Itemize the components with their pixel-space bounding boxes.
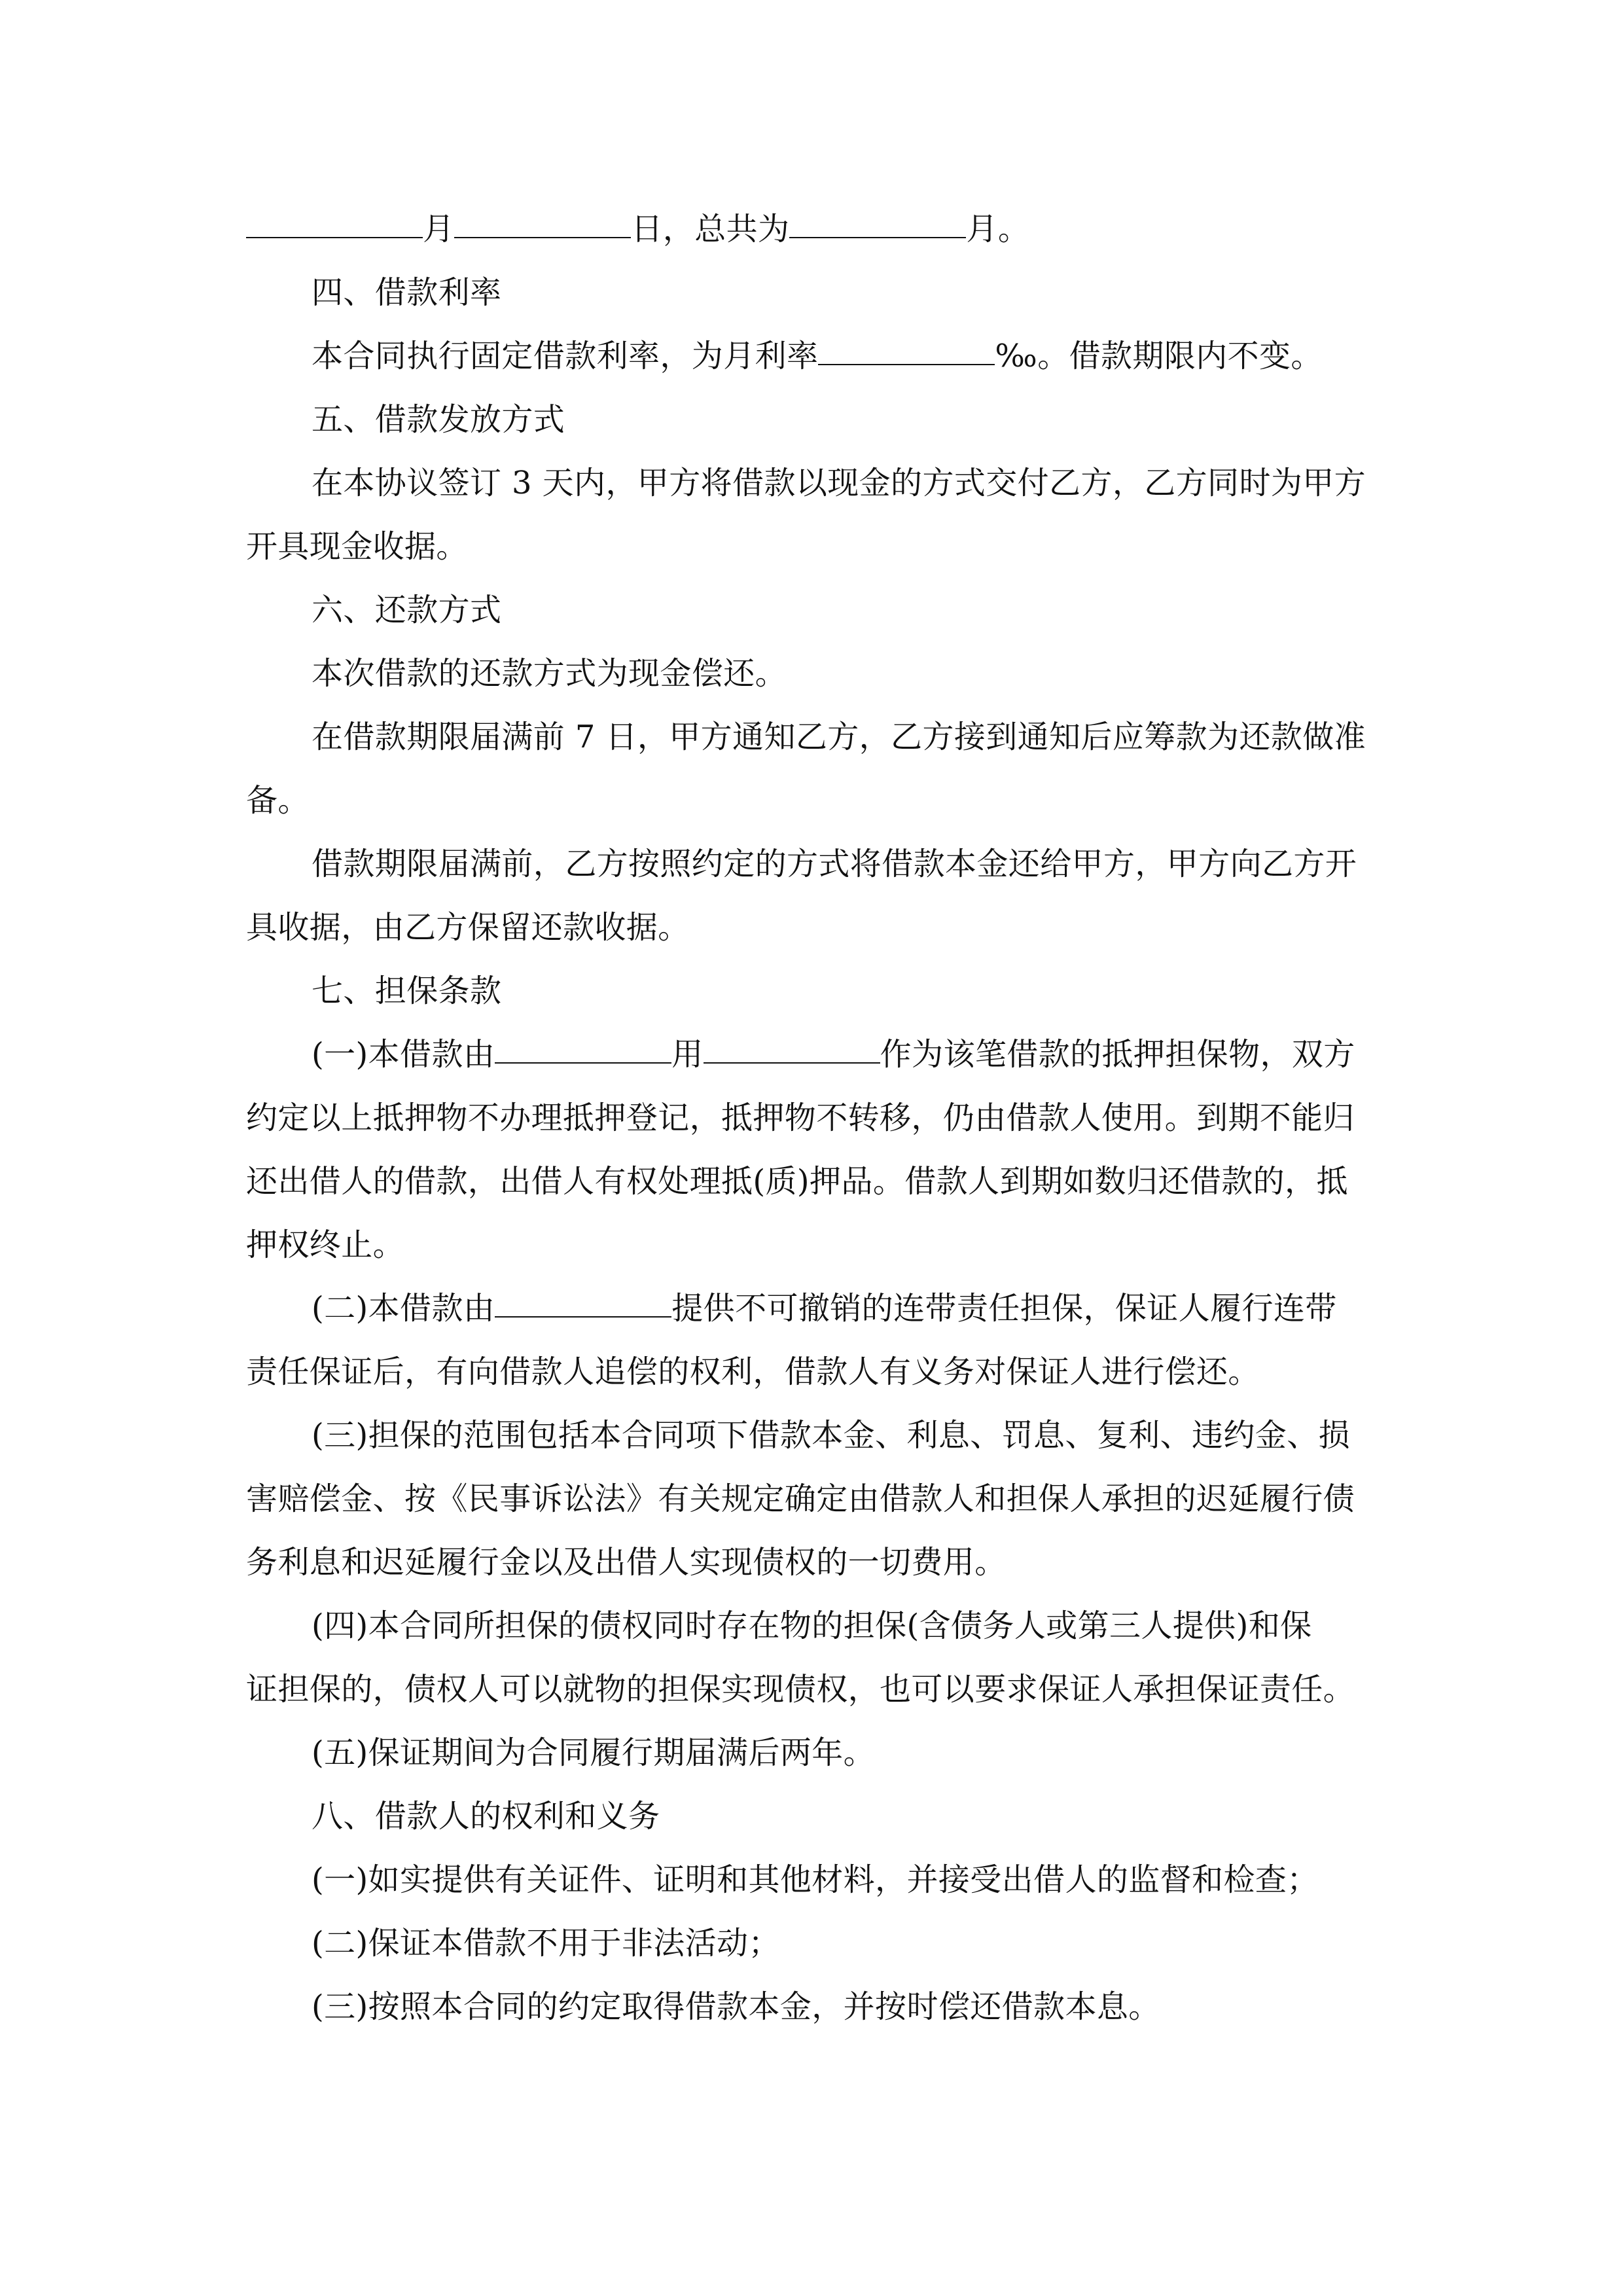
fill-blank[interactable] [495,1290,671,1318]
paragraph-text: (一)本借款由 [312,1036,495,1073]
interest-rate-line [246,325,1380,388]
paragraph-line: 约定以上抵押物不办理抵押登记，抵押物不转移，仍由借款人使用。到期不能归 [246,1100,1355,1136]
paragraph-line: 押权终止。 [246,1227,405,1263]
paragraph-line: (四)本合同所担保的债权同时存在物的担保(含债务人或第三人提供)和保 [312,1607,1312,1644]
paragraph-text: (二)本借款由 [312,1290,495,1327]
paragraph-line: 本次借款的还款方式为现金偿还。 [312,655,787,692]
fill-blank[interactable] [818,338,995,365]
document-body [246,198,1380,2039]
paragraph-text: ‰。借款期限内不变。 [995,338,1323,374]
section-heading: 五、借款发放方式 [312,401,565,438]
paragraph-line: 务利息和迟延履行金以及出借人实现债权的一切费用。 [246,1544,1007,1581]
paragraph-text: 提供不可撤销的连带责任担保，保证人履行连带 [671,1290,1337,1327]
paragraph-line: 还出借人的借款，出借人有权处理抵(质)押品。借款人到期如数归还借款的，抵 [246,1163,1348,1200]
paragraph-line: 具收据，由乙方保留还款收据。 [246,909,690,946]
paragraph-line: 在借款期限届满前 7 日，甲方通知乙方，乙方接到通知后应筹款为还款做准 [312,719,1366,755]
fill-blank[interactable] [789,211,966,238]
paragraph-line: 借款期限届满前，乙方按照约定的方式将借款本金还给甲方，甲方向乙方开 [312,846,1357,882]
fill-blank[interactable] [454,211,631,238]
term-text: 日，总共为 [631,211,790,247]
paragraph-line: 责任保证后，有向借款人追偿的权利，借款人有义务对保证人进行偿还。 [246,1354,1260,1390]
paragraph-text: 用 [671,1036,704,1073]
collateral-clause-line [246,1023,1380,1086]
section-heading: 八、借款人的权利和义务 [312,1798,660,1835]
fill-blank[interactable] [495,1036,671,1064]
loan-term-line [246,198,1380,261]
fill-blank[interactable] [246,211,423,238]
term-text: 月 [423,211,455,247]
term-text: 月。 [966,211,1030,247]
section-heading: 六、还款方式 [312,592,502,628]
list-item: (二)保证本借款不用于非法活动； [312,1925,780,1962]
list-item: (一)如实提供有关证件、证明和其他材料，并接受出借人的监督和检查； [312,1861,1319,1898]
paragraph-line: 开具现金收据。 [246,528,468,565]
paragraph-line: (三)担保的范围包括本合同项下借款本金、利息、罚息、复利、违约金、损 [312,1417,1351,1454]
fill-blank[interactable] [704,1036,880,1064]
section-heading: 四、借款利率 [312,274,502,311]
guarantor-clause-line [246,1277,1380,1340]
paragraph-line: 备。 [246,782,310,819]
list-item: (三)按照本合同的约定取得借款本金，并按时偿还借款本息。 [312,1988,1160,2025]
paragraph-line: 在本协议签订 3 天内，甲方将借款以现金的方式交付乙方，乙方同时为甲方 [312,465,1366,501]
section-heading: 七、担保条款 [312,973,502,1009]
paragraph-text: 作为该笔借款的抵押担保物，双方 [880,1036,1355,1073]
paragraph-line: 害赔偿金、按《民事诉讼法》有关规定确定由借款人和担保人承担的迟延履行债 [246,1480,1355,1517]
paragraph-text: 本合同执行固定借款利率，为月利率 [312,338,819,374]
paragraph-line: 证担保的，债权人可以就物的担保实现债权，也可以要求保证人承担保证责任。 [246,1671,1355,1708]
paragraph-line: (五)保证期间为合同履行期届满后两年。 [312,1734,876,1771]
